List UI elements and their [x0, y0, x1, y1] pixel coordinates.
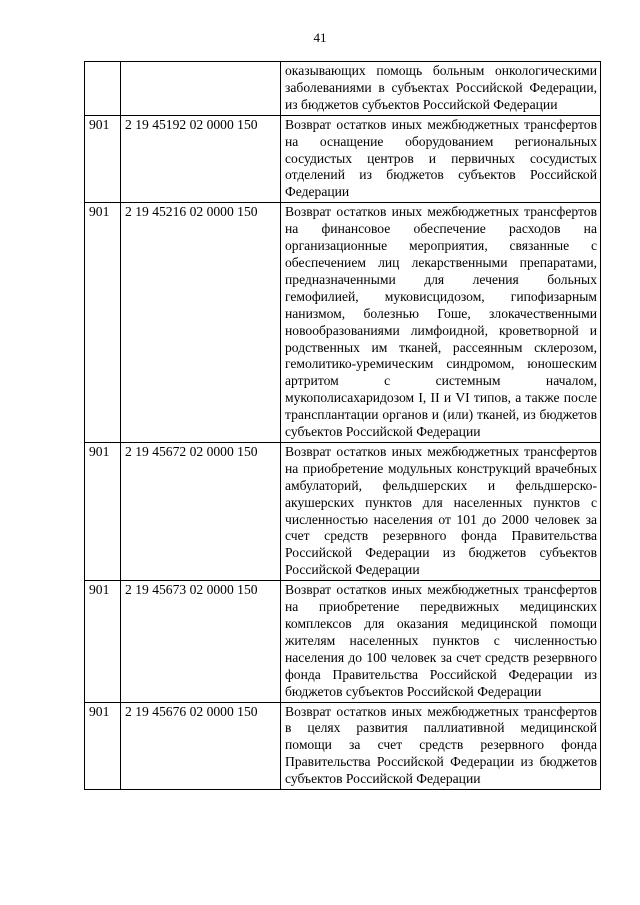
budget-code-cell: 2 19 45216 02 0000 150 [121, 203, 281, 443]
admin-code-cell: 901 [85, 203, 121, 443]
table-row [85, 62, 601, 116]
budget-codes-table [84, 61, 601, 790]
table-row [85, 115, 601, 203]
description-cell: Возврат остатков иных межбюджетных трансфертов на приобретение модульных конструкций врачебных амбулаторий, фельдшерских и фельдшерско-акушерских пунктов для населенных пунктов с численностью населения от 101 до 2000 человек за счет средств резервного фонда Правительства Российской Федерации из бюджетов субъектов Российской Федерации [281, 442, 601, 580]
description-cell: оказывающих помощь больным онкологическими заболеваниями в субъектах Российской Федерации, из бюджетов субъектов Российской Федерации [281, 62, 601, 116]
description-cell: Возврат остатков иных межбюджетных трансфертов на оснащение оборудованием региональных сосудистых центров и первичных сосудистых отделений из бюджетов субъектов Российской Федерации [281, 115, 601, 203]
table-row [85, 203, 601, 443]
description-cell: Возврат остатков иных межбюджетных трансфертов на финансовое обеспечение расходов на организационные мероприятия, связанные с обеспечением лиц лекарственными препаратами, предназначенными для лечения больных гемофилией, муковисцидозом, гипофизарным нанизмом, болезнью Гоше, злокачественными новообразованиями лимфоидной, кроветворной и родственных им тканей, рассеянным склерозом, гемолитико-уремическим синдромом, юношеским артритом с системным началом, мукополисахаридозом I, II и VI типов, а также после трансплантации органов и (или) тканей, из бюджетов субъектов Российской Федерации [281, 203, 601, 443]
admin-code-cell [85, 62, 121, 116]
budget-code-cell: 2 19 45676 02 0000 150 [121, 702, 281, 790]
budget-code-cell: 2 19 45673 02 0000 150 [121, 581, 281, 702]
table-row [85, 581, 601, 702]
table-row [85, 702, 601, 790]
budget-code-cell: 2 19 45672 02 0000 150 [121, 442, 281, 580]
description-cell: Возврат остатков иных межбюджетных трансфертов в целях развития паллиативной медицинской помощи за счет средств резервного фонда Правительства Российской Федерации из бюджетов субъектов Российской Федерации [281, 702, 601, 790]
admin-code-cell: 901 [85, 702, 121, 790]
budget-code-cell [121, 62, 281, 116]
table-row [85, 442, 601, 580]
description-cell: Возврат остатков иных межбюджетных трансфертов на приобретение передвижных медицинских комплексов для оказания медицинской помощи жителям населенных пунктов с численностью населения до 100 человек за счет средств резервного фонда Правительства Российской Федерации из бюджетов субъектов Российской Федерации [281, 581, 601, 702]
admin-code-cell: 901 [85, 442, 121, 580]
page-number: 41 [313, 30, 327, 45]
admin-code-cell: 901 [85, 115, 121, 203]
budget-code-cell: 2 19 45192 02 0000 150 [121, 115, 281, 203]
admin-code-cell: 901 [85, 581, 121, 702]
